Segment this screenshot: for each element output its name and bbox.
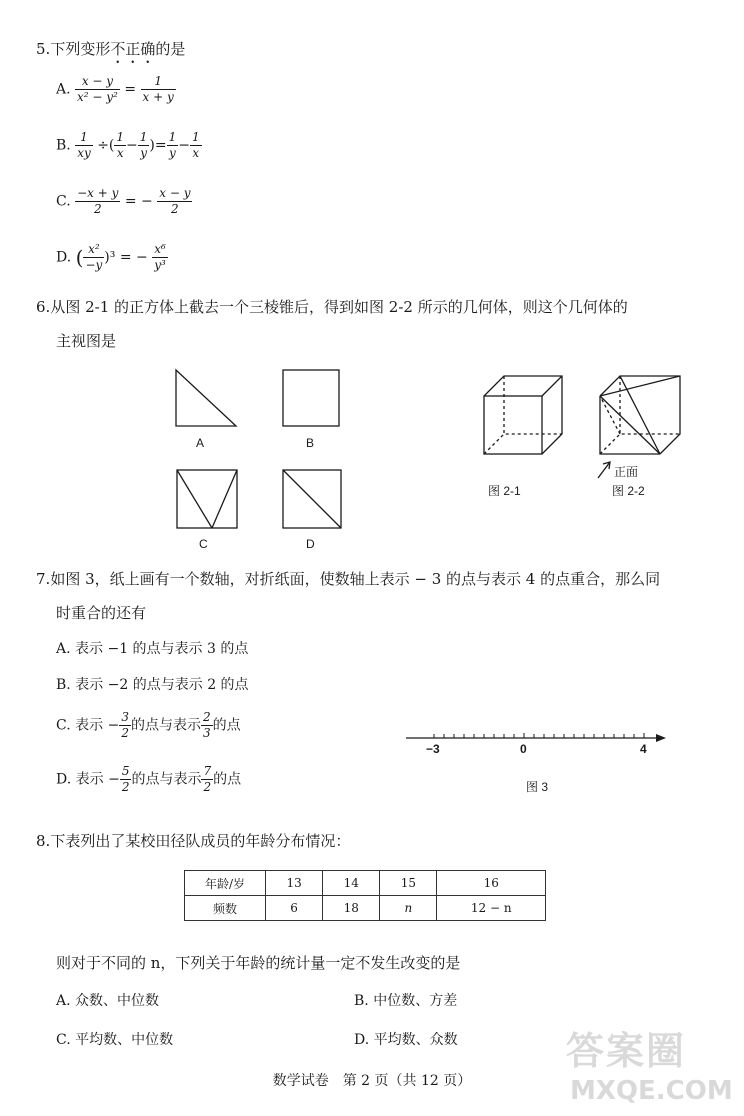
denominator: x + y [142, 90, 174, 104]
q5-option-a [56, 74, 176, 105]
option-label: D. [56, 771, 72, 788]
numerator: 1 [75, 130, 93, 146]
q6-figures [0, 360, 744, 560]
option-text: 表示 − [75, 717, 120, 734]
q7-number: 7. [36, 570, 51, 588]
fraction [201, 764, 213, 795]
numerator: 1 [168, 130, 177, 144]
q8-option-c [56, 1029, 173, 1049]
q8-option-a [56, 990, 159, 1010]
denominator: x [192, 146, 200, 160]
figure-2-2-label: 图 2-2 [612, 484, 645, 498]
q8-option-d [354, 1029, 458, 1049]
q6-stem-line1 [36, 296, 628, 317]
math-text: ( [75, 245, 84, 270]
option-c-figure [177, 470, 237, 528]
option-text: 众数、中位数 [75, 993, 160, 1009]
fraction [167, 130, 179, 161]
equals: = [124, 81, 137, 98]
numerator: x² [83, 242, 104, 258]
option-a-label: A [196, 436, 205, 450]
fraction [138, 130, 150, 161]
option-label: C. [56, 1032, 71, 1048]
fraction [114, 130, 126, 161]
q7-option-d [56, 764, 241, 795]
q5-option-b [56, 130, 202, 161]
option-text: 表示 − [75, 771, 120, 788]
q5-stem-b: 的是 [155, 40, 186, 58]
q6-text-2: 主视图是 [56, 332, 117, 350]
math-text: − [126, 137, 138, 154]
option-b-square [283, 370, 339, 426]
math-text: ÷( [97, 137, 115, 154]
fraction [120, 764, 132, 795]
option-label: B. [56, 137, 71, 154]
option-c-label: C [199, 537, 208, 551]
option-text: 表示 −1 的点与表示 3 的点 [75, 641, 249, 657]
denominator: 2 [171, 202, 179, 216]
option-b-label: B [306, 436, 315, 450]
denominator: 2 [93, 202, 102, 216]
numerator: 1 [192, 130, 200, 144]
option-text: 平均数、众数 [373, 1032, 458, 1048]
fraction [201, 710, 213, 741]
q6-number: 6. [36, 298, 51, 316]
table-row [185, 896, 546, 921]
denominator: 2 [121, 780, 130, 794]
denominator: y [169, 146, 176, 160]
fraction [119, 710, 131, 741]
option-label: A. [56, 641, 71, 657]
option-label: A. [56, 81, 71, 98]
fraction [75, 186, 120, 217]
q6-text-1: 从图 2-1 的正方体上截去一个三棱锥后，得到如图 2-2 所示的几何体，则这个几何体的 [50, 298, 628, 316]
table-cell: 12 − n [437, 896, 546, 921]
q7-option-a [56, 638, 248, 658]
q5-option-c [56, 186, 192, 217]
denominator: 3 [202, 726, 211, 740]
page-footer: 数学试卷 第 2 页（共 12 页） [272, 1073, 472, 1089]
q5-number: 5. [36, 40, 51, 58]
axis-arrow [656, 734, 666, 742]
math-text: )³ = − [104, 249, 148, 266]
fraction [152, 242, 168, 273]
q7-text-1: 如图 3，纸上画有一个数轴，对折纸面，使数轴上表示 − 3 的点与表示 4 的点重合，那么同 [50, 570, 661, 588]
option-a-triangle [176, 370, 236, 426]
numerator: x − y [75, 74, 120, 90]
option-text: 的点与表示 [131, 771, 202, 788]
option-d-figure [283, 470, 341, 528]
q7-text-2: 时重合的还有 [56, 604, 147, 622]
math-text: = − [124, 193, 153, 210]
table-row [185, 871, 546, 896]
front-arrow [598, 462, 610, 478]
q5-stem-a: 下列变形 [50, 40, 111, 58]
math-text: − [178, 137, 190, 154]
option-label: B. [56, 677, 71, 693]
math-text: )= [149, 137, 167, 154]
watermark-url: MXQE.COM [570, 1076, 733, 1106]
q8-text: 下表列出了某校田径队成员的年龄分布情况： [50, 832, 351, 850]
option-label: D. [56, 249, 72, 266]
age-frequency-table [184, 870, 546, 921]
table-cell: 6 [266, 896, 323, 921]
front-face-label: 正面 [614, 465, 639, 479]
q8-question: 则对于不同的 n，下列关于年龄的统计量一定不发生改变的是 [56, 954, 461, 972]
numerator: 1 [141, 74, 176, 90]
option-text: 平均数、中位数 [75, 1032, 174, 1048]
figure-3-label: 图 3 [526, 780, 549, 794]
option-label: B. [354, 993, 369, 1009]
option-label: A. [56, 993, 71, 1009]
option-text: 的点 [212, 717, 241, 734]
q7-stem-line1 [36, 568, 660, 589]
table-cell: 14 [323, 871, 380, 896]
table-cell: 年龄/岁 [185, 871, 266, 896]
fraction [141, 74, 176, 105]
q8-option-b [354, 990, 457, 1010]
numerator: 1 [116, 130, 125, 144]
table-cell: 13 [266, 871, 323, 896]
numerator: 2 [202, 710, 211, 724]
axis-ticks [434, 733, 644, 738]
number-line [400, 722, 680, 762]
q7-stem-line2 [56, 602, 146, 623]
numerator: 7 [203, 764, 212, 778]
q5-stem-emphasis: 不正确 [110, 40, 156, 58]
figure-2-2-solid [600, 376, 680, 454]
watermark-logo: 答案圈 [566, 1029, 687, 1073]
tick-label-4: 4 [640, 742, 647, 756]
denominator: x [116, 146, 124, 160]
fraction [190, 130, 202, 161]
tick-label-0: 0 [520, 742, 527, 756]
numerator: x − y [159, 186, 191, 200]
option-text: 的点 [213, 771, 242, 788]
option-label: C. [56, 717, 71, 734]
fraction [157, 186, 192, 217]
fraction [75, 74, 120, 105]
q8-stem [36, 830, 350, 851]
denominator: xy [77, 146, 91, 160]
numerator: 5 [121, 764, 130, 778]
option-text: 的点与表示 [130, 717, 201, 734]
fraction [75, 130, 93, 161]
table-cell: 频数 [185, 896, 266, 921]
option-d-label: D [306, 537, 315, 551]
denominator: −y [85, 258, 103, 272]
denominator: y [140, 146, 147, 160]
fraction [83, 242, 104, 273]
numerator: x⁶ [152, 242, 168, 258]
numerator: −x + y [77, 186, 119, 200]
denominator: y³ [154, 258, 166, 272]
option-text: 表示 −2 的点与表示 2 的点 [75, 677, 249, 693]
figure-2-1-label: 图 2-1 [488, 484, 521, 498]
table-cell: 15 [380, 871, 437, 896]
table-cell: n [380, 896, 437, 921]
numerator: 1 [139, 130, 148, 144]
option-text: 中位数、方差 [373, 993, 458, 1009]
denominator: 2 [203, 780, 212, 794]
q7-option-b [56, 674, 249, 694]
q5-stem [36, 38, 185, 67]
q8-number: 8. [36, 832, 51, 850]
table-cell: 18 [323, 896, 380, 921]
q5-option-d [56, 242, 168, 273]
denominator: 2 [121, 726, 129, 740]
option-label: C. [56, 193, 71, 210]
figure-2-1-cube [484, 376, 562, 454]
numerator: 3 [121, 710, 129, 724]
denominator: x² − y² [77, 90, 118, 104]
q7-option-c [56, 710, 241, 741]
q6-stem-line2 [56, 330, 116, 351]
tick-label-neg3: −3 [426, 742, 440, 756]
option-label: D. [354, 1032, 370, 1048]
table-cell: 16 [437, 871, 546, 896]
